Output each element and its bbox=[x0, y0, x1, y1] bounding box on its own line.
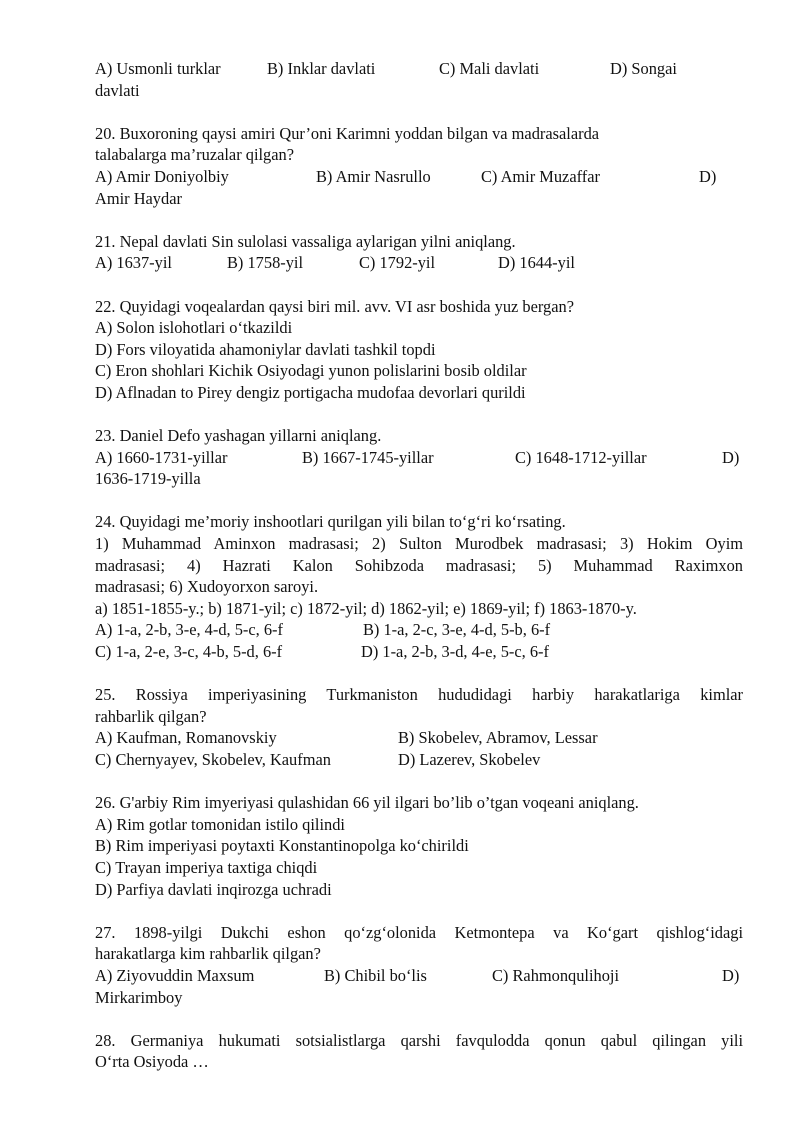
option-b: B) Rim imperiyasi poytaxti Konstantinopolga ko‘chirildi bbox=[95, 836, 469, 856]
option-d: D) Songai bbox=[610, 59, 677, 78]
options-row bbox=[95, 965, 743, 987]
question-24 bbox=[95, 511, 743, 662]
question-23 bbox=[95, 425, 743, 490]
options-row bbox=[95, 447, 743, 469]
option-d-wrap: 1636-1719-yilla bbox=[95, 469, 201, 489]
question-text: 24. Quyidagi me’moriy inshootlari qurilgan yili bilan to‘g‘ri ko‘rsating. bbox=[95, 512, 566, 532]
option-b: B) Amir Nasrullo bbox=[316, 166, 431, 186]
option-b: B) Skobelev, Abramov, Lessar bbox=[398, 728, 598, 748]
option-a: A) Amir Doniyolbiy bbox=[95, 166, 229, 186]
option-d-wrap: Amir Haydar bbox=[95, 188, 182, 208]
option-b: B) Chibil bo‘lis bbox=[324, 965, 427, 985]
option-a: A) 1-a, 2-b, 3-e, 4-d, 5-c, 6-f bbox=[95, 620, 283, 640]
question-21 bbox=[95, 231, 743, 274]
option-b: D) Fors viloyatida ahamoniylar davlati tashkil topdi bbox=[95, 339, 436, 359]
question-text: talabalarga ma’ruzalar qilgan? bbox=[95, 145, 295, 165]
option-c: C) 1792-yil bbox=[359, 253, 436, 273]
question-items: 1) Muhammad Aminxon madrasasi; 2) Sulton Murodbek madrasasi; 3) Hokim Oyim bbox=[95, 534, 743, 554]
option-d: D) 1-a, 2-b, 3-d, 4-e, 5-c, 6-f bbox=[361, 642, 549, 662]
question-text: 22. Quyidagi voqealardan qaysi biri mil. avv. VI asr boshida yuz bergan? bbox=[95, 296, 575, 316]
option-b: B) 1-a, 2-c, 3-e, 4-d, 5-b, 6-f bbox=[363, 620, 551, 640]
option-d: D) Parfiya davlati inqirozga uchradi bbox=[95, 879, 332, 899]
option-c: C) Rahmonqulihoji bbox=[492, 965, 620, 985]
option-a: A) 1637-yil bbox=[95, 253, 172, 273]
question-text: 23. Daniel Defo yashagan yillarni aniqlang. bbox=[95, 426, 382, 446]
options-row bbox=[95, 749, 743, 771]
question-text: 21. Nepal davlati Sin sulolasi vassaliga aylarigan yilni aniqlang. bbox=[95, 231, 516, 251]
option-c: C) Chernyayev, Skobelev, Kaufman bbox=[95, 750, 331, 769]
question-text: 26. G'arbiy Rim imyeriyasi qulashidan 66 yil ilgari bo’lib o’tgan voqeani aniqlang. bbox=[95, 793, 639, 813]
option-c: C) 1-a, 2-e, 3-c, 4-b, 5-d, 6-f bbox=[95, 642, 283, 662]
document-page bbox=[95, 58, 743, 1073]
question-28 bbox=[95, 1030, 743, 1073]
question-text: rahbarlik qilgan? bbox=[95, 706, 207, 726]
option-c: C) 1648-1712-yillar bbox=[515, 447, 647, 467]
question-26 bbox=[95, 792, 743, 900]
option-c: C) Trayan imperiya taxtiga chiqdi bbox=[95, 857, 318, 877]
options-row bbox=[95, 641, 743, 663]
question-text: 25. Rossiya imperiyasining Turkmaniston hududidagi harbiy harakatlariga kimlar bbox=[95, 685, 743, 705]
question-items: madrasasi; 4) Hazrati Kalon Sohibzoda madrasasi; 5) Muhammad Raximxon bbox=[95, 555, 743, 575]
option-c: C) Amir Muzaffar bbox=[481, 166, 600, 186]
option-a: A) Rim gotlar tomonidan istilo qilindi bbox=[95, 814, 345, 834]
question-items: madrasasi; 6) Xudoyorxon saroyi. bbox=[95, 577, 319, 597]
question-25 bbox=[95, 684, 743, 770]
option-b: B) 1758-yil bbox=[227, 253, 304, 273]
option-c: C) Eron shohlari Kichik Osiyodagi yunon polislarini bosib oldilar bbox=[95, 361, 527, 381]
option-b: B) Inklar davlati bbox=[267, 59, 376, 78]
option-a: A) Kaufman, Romanovskiy bbox=[95, 728, 277, 748]
question-years: a) 1851-1855-y.; b) 1871-yil; c) 1872-yil; d) 1862-yil; e) 1869-yil; f) 1863-1870-y. bbox=[95, 598, 637, 618]
question-text: 28. Germaniya hukumati sotsialistlarga qarshi favqulodda qonun qabul qilingan yili bbox=[95, 1030, 743, 1050]
option-b: B) 1667-1745-yillar bbox=[302, 447, 434, 467]
question-20 bbox=[95, 123, 743, 209]
question-text: 27. 1898-yilgi Dukchi eshon qo‘zg‘olonida Ketmontepa va Ko‘gart qishlog‘idagi bbox=[95, 922, 743, 942]
option-d: D) bbox=[699, 166, 717, 186]
option-a: A) Usmonli turklar bbox=[95, 59, 221, 78]
option-d: D) bbox=[722, 447, 740, 467]
option-d: D) 1644-yil bbox=[498, 253, 575, 273]
option-a: A) 1660-1731-yillar bbox=[95, 447, 228, 467]
options-row bbox=[95, 58, 743, 80]
question-27 bbox=[95, 922, 743, 1008]
options-row bbox=[95, 727, 743, 749]
option-d-wrap: Mirkarimboy bbox=[95, 987, 183, 1007]
question-text: 20. Buxoroning qaysi amiri Qur’oni Karimni yoddan bilgan va madrasalarda bbox=[95, 123, 600, 143]
question-text: O‘rta Osiyoda … bbox=[95, 1052, 209, 1072]
option-c: C) Mali davlati bbox=[439, 59, 540, 78]
options-row bbox=[95, 619, 743, 641]
question-22 bbox=[95, 296, 743, 404]
question-text: harakatlarga kim rahbarlik qilgan? bbox=[95, 944, 321, 964]
options-row bbox=[95, 166, 743, 188]
option-d: D) Lazerev, Skobelev bbox=[398, 750, 541, 769]
question-19-options bbox=[95, 58, 743, 101]
option-d: D) bbox=[722, 965, 740, 985]
option-a: A) Ziyovuddin Maxsum bbox=[95, 965, 255, 985]
options-row bbox=[95, 252, 743, 274]
option-d: D) Aflnadan to Pirey dengiz portigacha mudofaa devorlari qurildi bbox=[95, 382, 526, 402]
option-a: A) Solon islohotlari o‘tkazildi bbox=[95, 318, 293, 338]
option-d-wrap: davlati bbox=[95, 80, 140, 100]
